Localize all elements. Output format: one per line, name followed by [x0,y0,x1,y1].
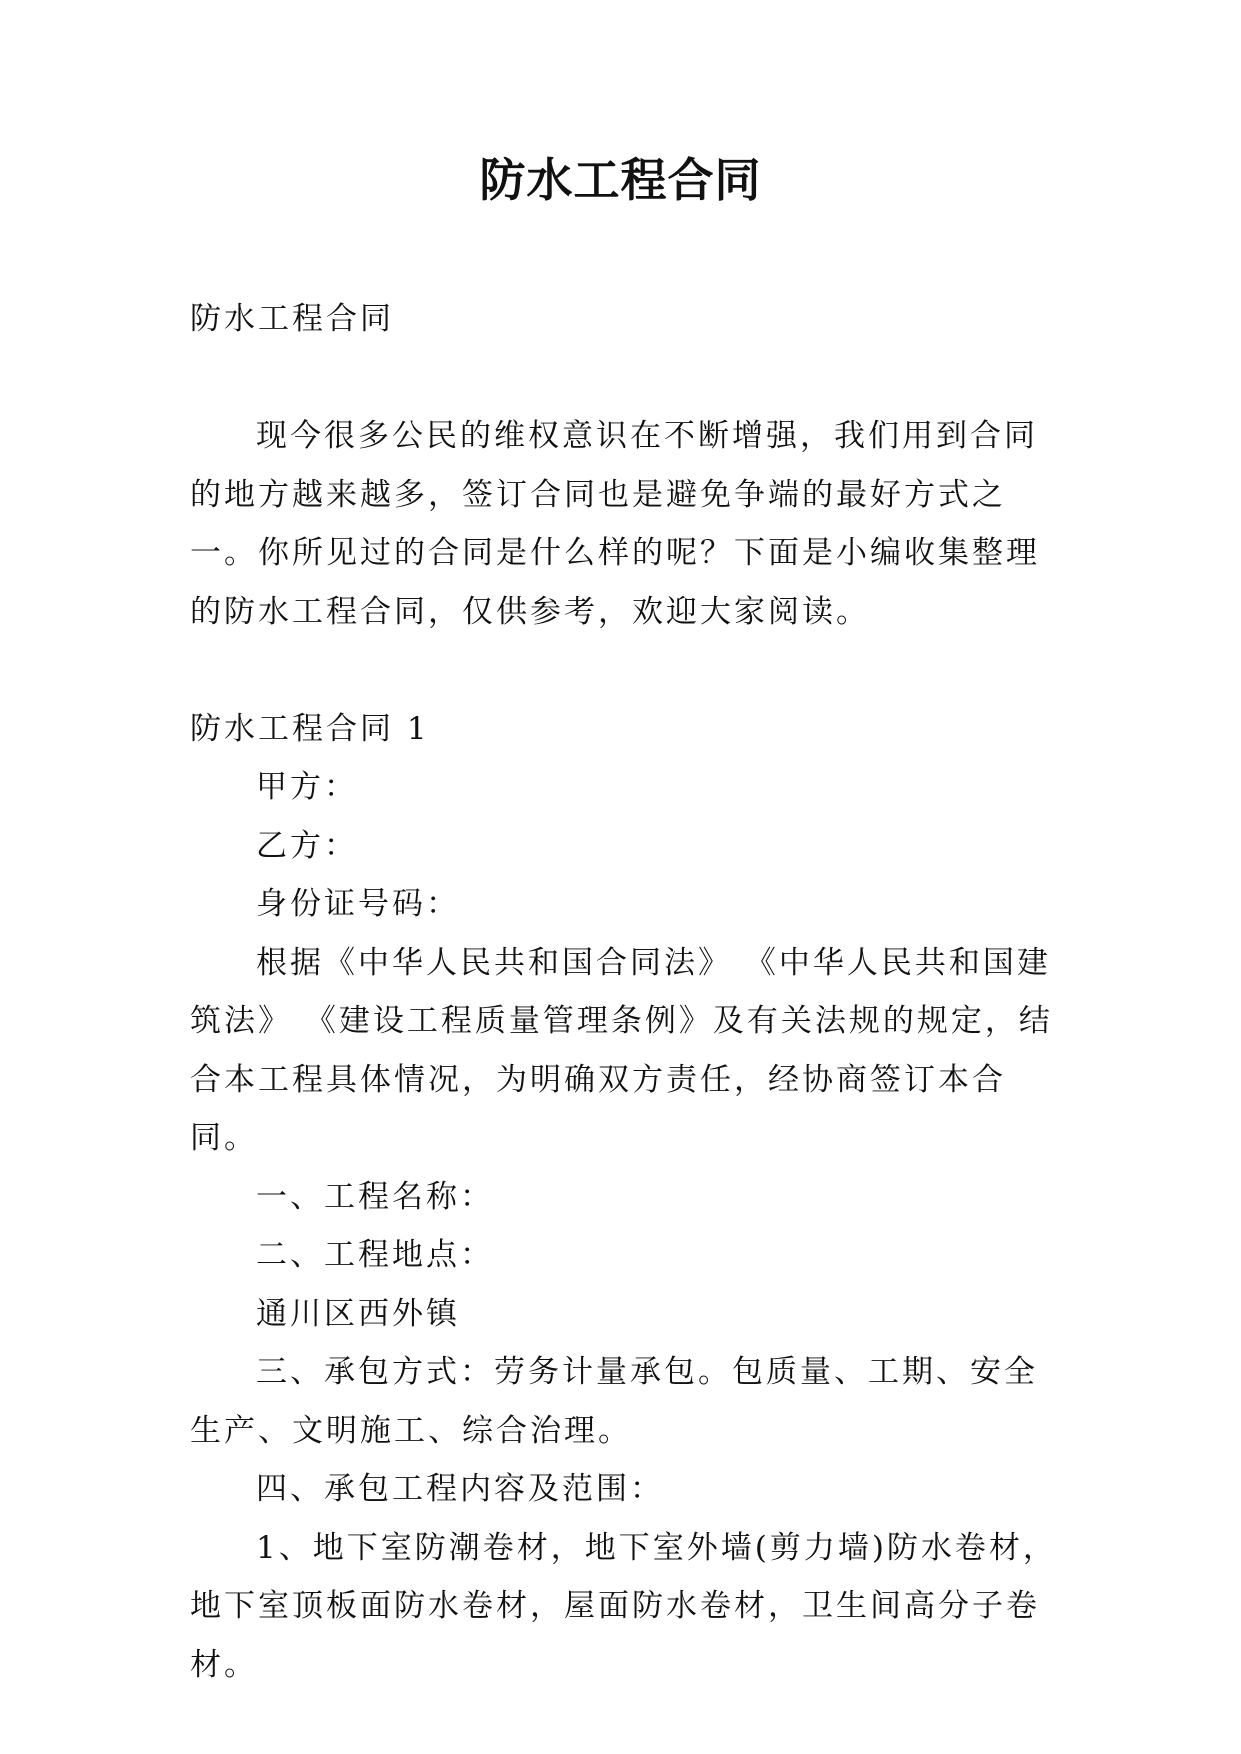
id-number-line: 身份证号码： [256,886,460,922]
legal-basis-paragraph: 根据《中华人民共和国合同法》 《中华人民共和国建筑法》 《建设工程质量管理条例》及有关法规的规定，结合本工程具体情况，为明确双方责任，经协商签订本合同。 [190,944,1053,1156]
item-project-name: 一、工程名称： [256,1178,494,1215]
document-title: 防水工程合同 [479,153,762,207]
item-scope-heading: 四、承包工程内容及范围： [256,1471,664,1507]
section-heading: 防水工程合同 1 [190,710,430,747]
item-contract-method: 三、承包方式：劳务计量承包。包质量、工期、安全生产、文明施工、综合治理。 [190,1354,1038,1449]
location-value: 通川区西外镇 [256,1295,460,1332]
party-a-line: 甲方： [256,769,358,805]
item-scope-1: 1、地下室防潮卷材，地下室外墙(剪力墙)防水卷材，地下室顶板面防水卷材，屋面防水卷材，卫生间高分子卷材。 [190,1529,1057,1683]
document-body [190,290,1070,1694]
party-b-line: 乙方： [256,827,358,864]
document-subtitle: 防水工程合同 [190,301,394,337]
item-project-location: 二、工程地点： [256,1237,494,1273]
intro-paragraph: 现今很多公民的维权意识在不断增强，我们用到合同的地方越来越多，签订合同也是避免争端的最好方式之一。你所见过的合同是什么样的呢？下面是小编收集整理的防水工程合同，仅供参考，欢迎大家阅读。 [190,418,1040,630]
